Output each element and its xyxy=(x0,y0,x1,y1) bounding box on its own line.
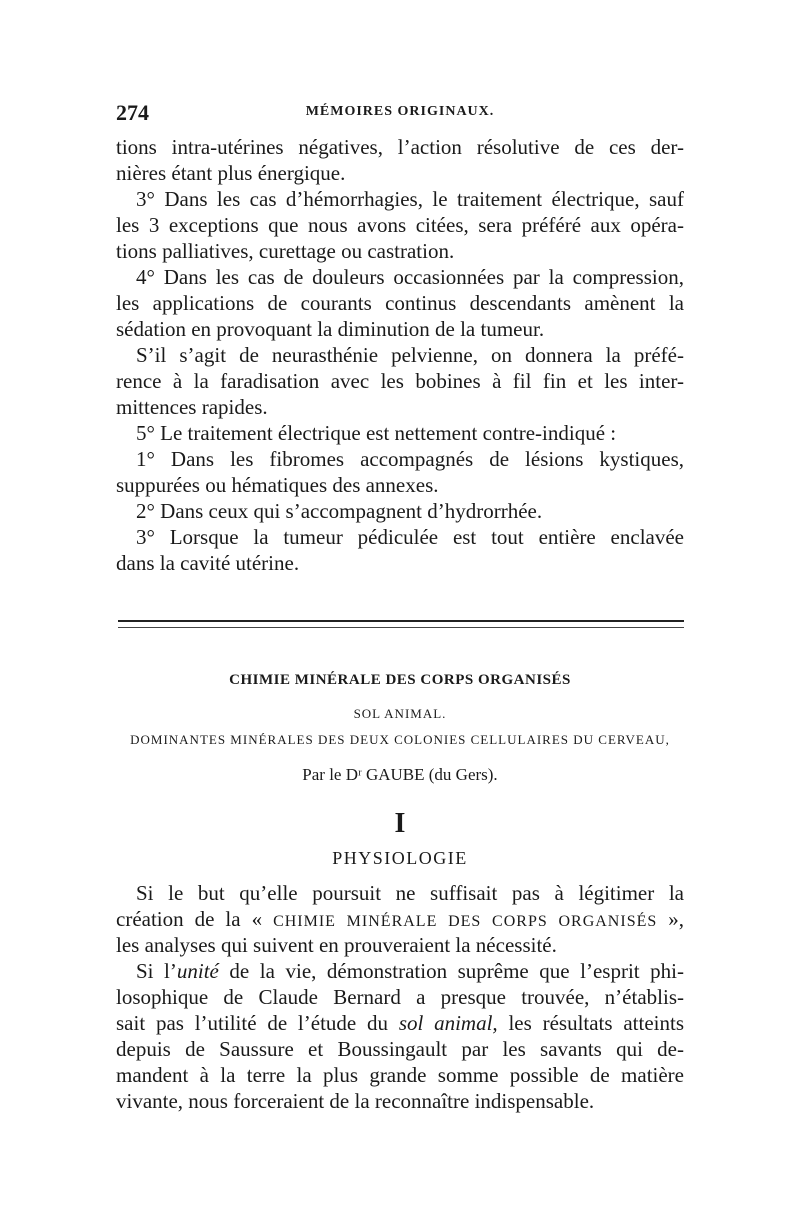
text-line: les 3 exceptions que nous avons citées, sera préféré aux opéra- xyxy=(116,213,684,237)
text-line: sédation en provoquant la diminution de la tumeur. xyxy=(116,317,545,341)
text-line xyxy=(116,1010,684,1036)
text-line: S’il s’agit de neurasthénie pelvienne, on donnera la préfé- xyxy=(136,343,684,367)
section-heading: PHYSIOLOGIE xyxy=(332,848,468,868)
text-line: 2° Dans ceux qui s’accompagnent d’hydrorrhée. xyxy=(136,499,543,523)
author-byline: Par le Dʳ GAUBE (du Gers). xyxy=(302,765,498,784)
text-line: mittences rapides. xyxy=(116,395,268,419)
article-subtitle: SOL ANIMAL. xyxy=(353,706,447,721)
divider-rule xyxy=(118,620,684,622)
text-line: les applications de courants continus descendants amènent la xyxy=(116,291,684,315)
text-line: mandent à la terre la plus grande somme possible de matière xyxy=(116,1063,684,1087)
article-title: CHIMIE MINÉRALE DES CORPS ORGANISÉS xyxy=(229,672,571,688)
text-line: rence à la faradisation avec les bobines à fil fin et les inter- xyxy=(116,369,684,393)
text-span: sait pas l’utilité de l’étude du xyxy=(116,1011,399,1035)
text-span: les résultats atteints xyxy=(497,1011,684,1035)
text-line: Si le but qu’elle poursuit ne suffisait pas à légitimer la xyxy=(136,881,684,905)
text-line: suppurées ou hématiques des annexes. xyxy=(116,473,439,497)
text-line: tions palliatives, curettage ou castration. xyxy=(116,239,455,263)
text-span: de la vie, démonstration suprême que l’esprit phi- xyxy=(218,959,684,983)
text-line: losophique de Claude Bernard a presque trouvée, n’établis- xyxy=(116,985,684,1009)
text-line xyxy=(136,958,684,984)
text-line xyxy=(116,906,684,932)
text-span: création de la « xyxy=(116,907,274,931)
running-head: MÉMOIRES ORIGINAUX. xyxy=(305,104,495,119)
small-caps-title: CHIMIE MINÉRALE DES CORPS ORGANISÉS xyxy=(273,913,658,930)
text-line: 1° Dans les fibromes accompagnés de lésions kystiques, xyxy=(136,447,684,471)
page-header xyxy=(116,100,684,124)
divider-rule-thin xyxy=(118,627,684,628)
text-line: 3° Lorsque la tumeur pédiculée est tout entière enclavée xyxy=(136,525,684,549)
text-line: tions intra-utérines négatives, l’action résolutive de ces der- xyxy=(116,135,684,159)
text-line: les analyses qui suivent en prouveraient la nécessité. xyxy=(116,933,557,957)
text-line: 4° Dans les cas de douleurs occasionnées par la compression, xyxy=(136,265,684,289)
italic-term: sol animal, xyxy=(398,1011,498,1035)
text-line: vivante, nous forceraient de la reconnaître indispensable. xyxy=(116,1089,595,1113)
page-number: 274 xyxy=(116,100,149,125)
section-numeral: I xyxy=(394,808,406,839)
text-line: 3° Dans les cas d’hémorrhagies, le traitement électrique, sauf xyxy=(136,187,684,211)
text-line: 5° Le traitement électrique est nettement contre-indiqué : xyxy=(136,421,617,445)
italic-term: unité xyxy=(176,959,219,983)
text-span: Si l’ xyxy=(136,959,177,983)
text-line: depuis de Saussure et Boussingault par les savants qui de- xyxy=(116,1037,684,1061)
text-line: dans la cavité utérine. xyxy=(116,551,300,575)
article-subtitle-detail: DOMINANTES MINÉRALES DES DEUX COLONIES CELLULAIRES DU CERVEAU, xyxy=(130,732,670,747)
text-line: nières étant plus énergique. xyxy=(116,161,346,185)
text-span: », xyxy=(657,907,685,931)
